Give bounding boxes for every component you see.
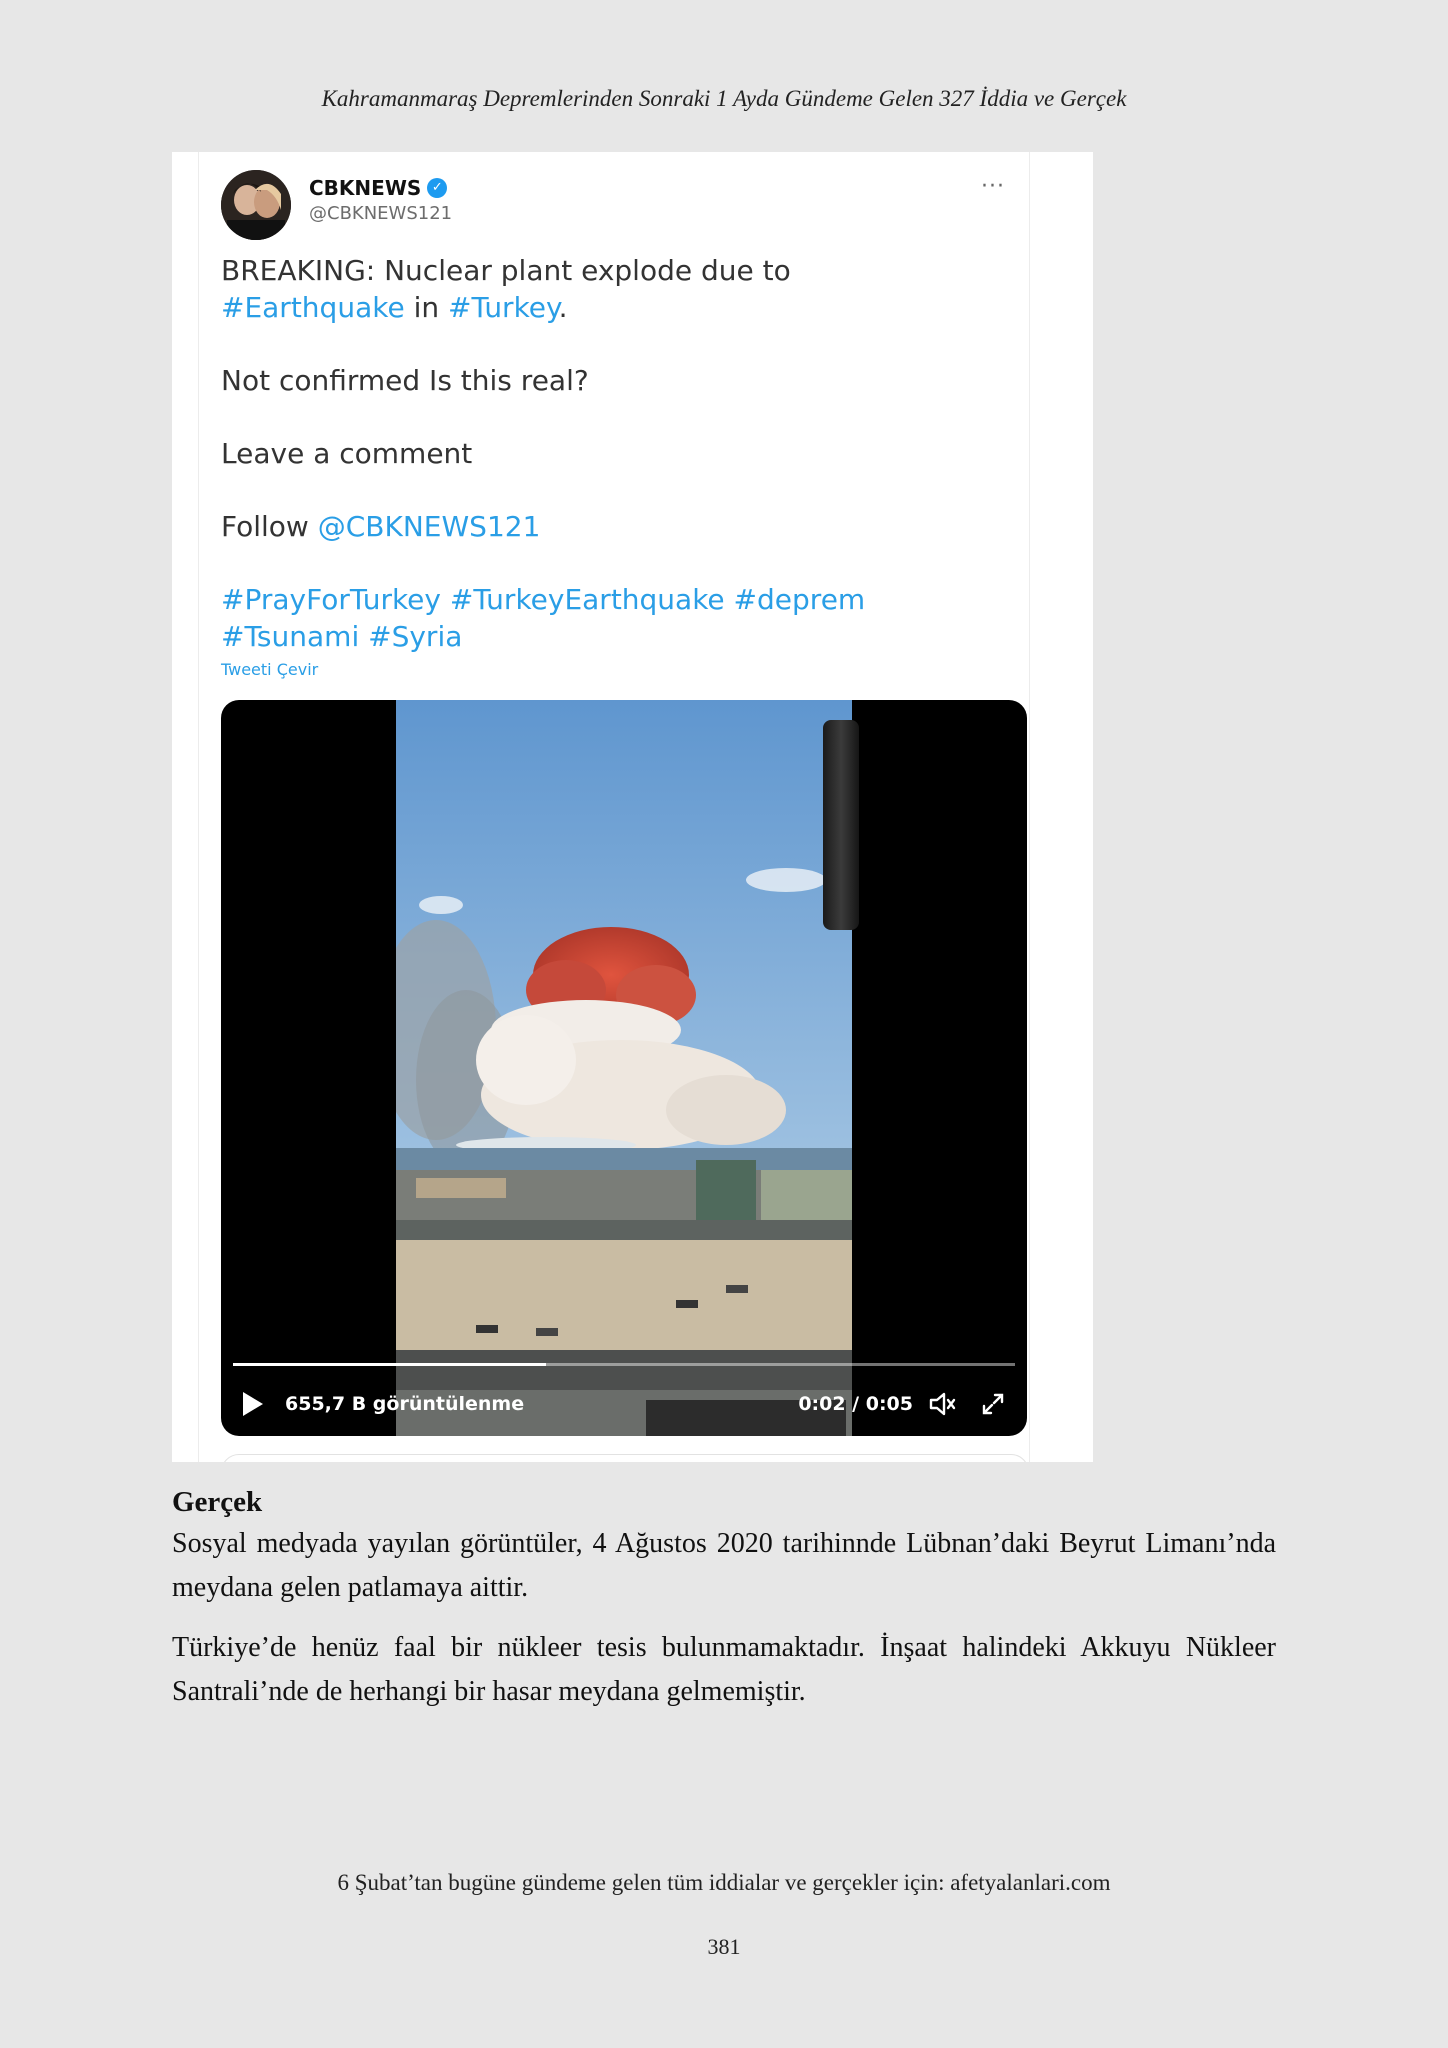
video-player[interactable] — [221, 700, 1027, 1436]
author-handle[interactable]: @CBKNEWS121 — [309, 203, 453, 224]
view-count: 655,7 B görüntülenme — [285, 1393, 525, 1415]
leave-comment-text: Leave a comment — [221, 437, 473, 470]
follow-word: Follow — [221, 510, 318, 543]
footer-note: 6 Şubat’tan bugüne gündeme gelen tüm iddialar ve gerçekler için: afetyalanlari.com — [337, 1870, 1111, 1895]
volume-icon[interactable] — [929, 1391, 957, 1417]
period: . — [558, 291, 568, 324]
video-frame-image — [396, 700, 852, 1436]
hashtag-earthquake[interactable]: #Earthquake — [221, 291, 405, 324]
tweet-paragraph-hashtags — [221, 581, 1001, 655]
hashtag-turkey[interactable]: #Turkey — [448, 291, 559, 324]
verified-badge-icon: ✓ — [427, 178, 447, 198]
paragraph-1: Sosyal medyada yayılan görüntüler, 4 Ağustos 2020 tarihinnde Lübnan’daki Beyrut Limanı’nda meydana gelen patlamaya aittir. — [172, 1528, 1276, 1603]
paragraph-2: Türkiye’de henüz faal bir nükleer tesis bulunmamaktadır. İnşaat halindeki Akkuyu Nükleer Santrali’nde de herhangi bir hasar meydana gelmemiştir. — [172, 1632, 1276, 1707]
fullscreen-icon[interactable] — [981, 1392, 1005, 1416]
video-time: 0:02 / 0:05 — [798, 1393, 913, 1415]
tweet-screenshot — [172, 152, 1093, 1462]
lamp-post — [823, 720, 859, 930]
breaking-text: BREAKING: Nuclear plant explode due to — [221, 254, 791, 287]
tweet-paragraph-breaking — [221, 252, 1001, 326]
play-icon[interactable] — [241, 1391, 265, 1417]
avatar[interactable] — [221, 170, 291, 240]
translate-tweet-link[interactable]: Tweeti Çevir — [221, 660, 319, 679]
follow-handle-link[interactable]: @CBKNEWS121 — [317, 510, 541, 543]
video-controls — [221, 1372, 1027, 1436]
author-name-text: CBKNEWS — [309, 176, 422, 200]
page-number: 381 — [707, 1934, 741, 1959]
author-name[interactable] — [309, 176, 447, 200]
section-heading: Gerçek — [172, 1486, 263, 1518]
tweet-paragraph-follow — [221, 508, 1001, 545]
more-options-icon[interactable]: ··· — [981, 174, 1005, 199]
tweet-card — [198, 152, 1030, 1462]
word-in: in — [404, 291, 448, 324]
video-progress-fill — [233, 1363, 546, 1366]
running-header: Kahramanmaraş Depremlerinden Sonraki 1 Ayda Gündeme Gelen 327 İddia ve Gerçek — [321, 86, 1127, 111]
not-confirmed-text: Not confirmed Is this real? — [221, 364, 589, 397]
hashtags-line-2[interactable]: #Tsunami #Syria — [221, 620, 463, 653]
next-card-edge — [221, 1454, 1029, 1462]
hashtags-line-1[interactable]: #PrayForTurkey #TurkeyEarthquake #deprem — [221, 583, 866, 616]
tweet-text — [221, 252, 1001, 691]
video-progress-bar[interactable] — [233, 1363, 1015, 1366]
